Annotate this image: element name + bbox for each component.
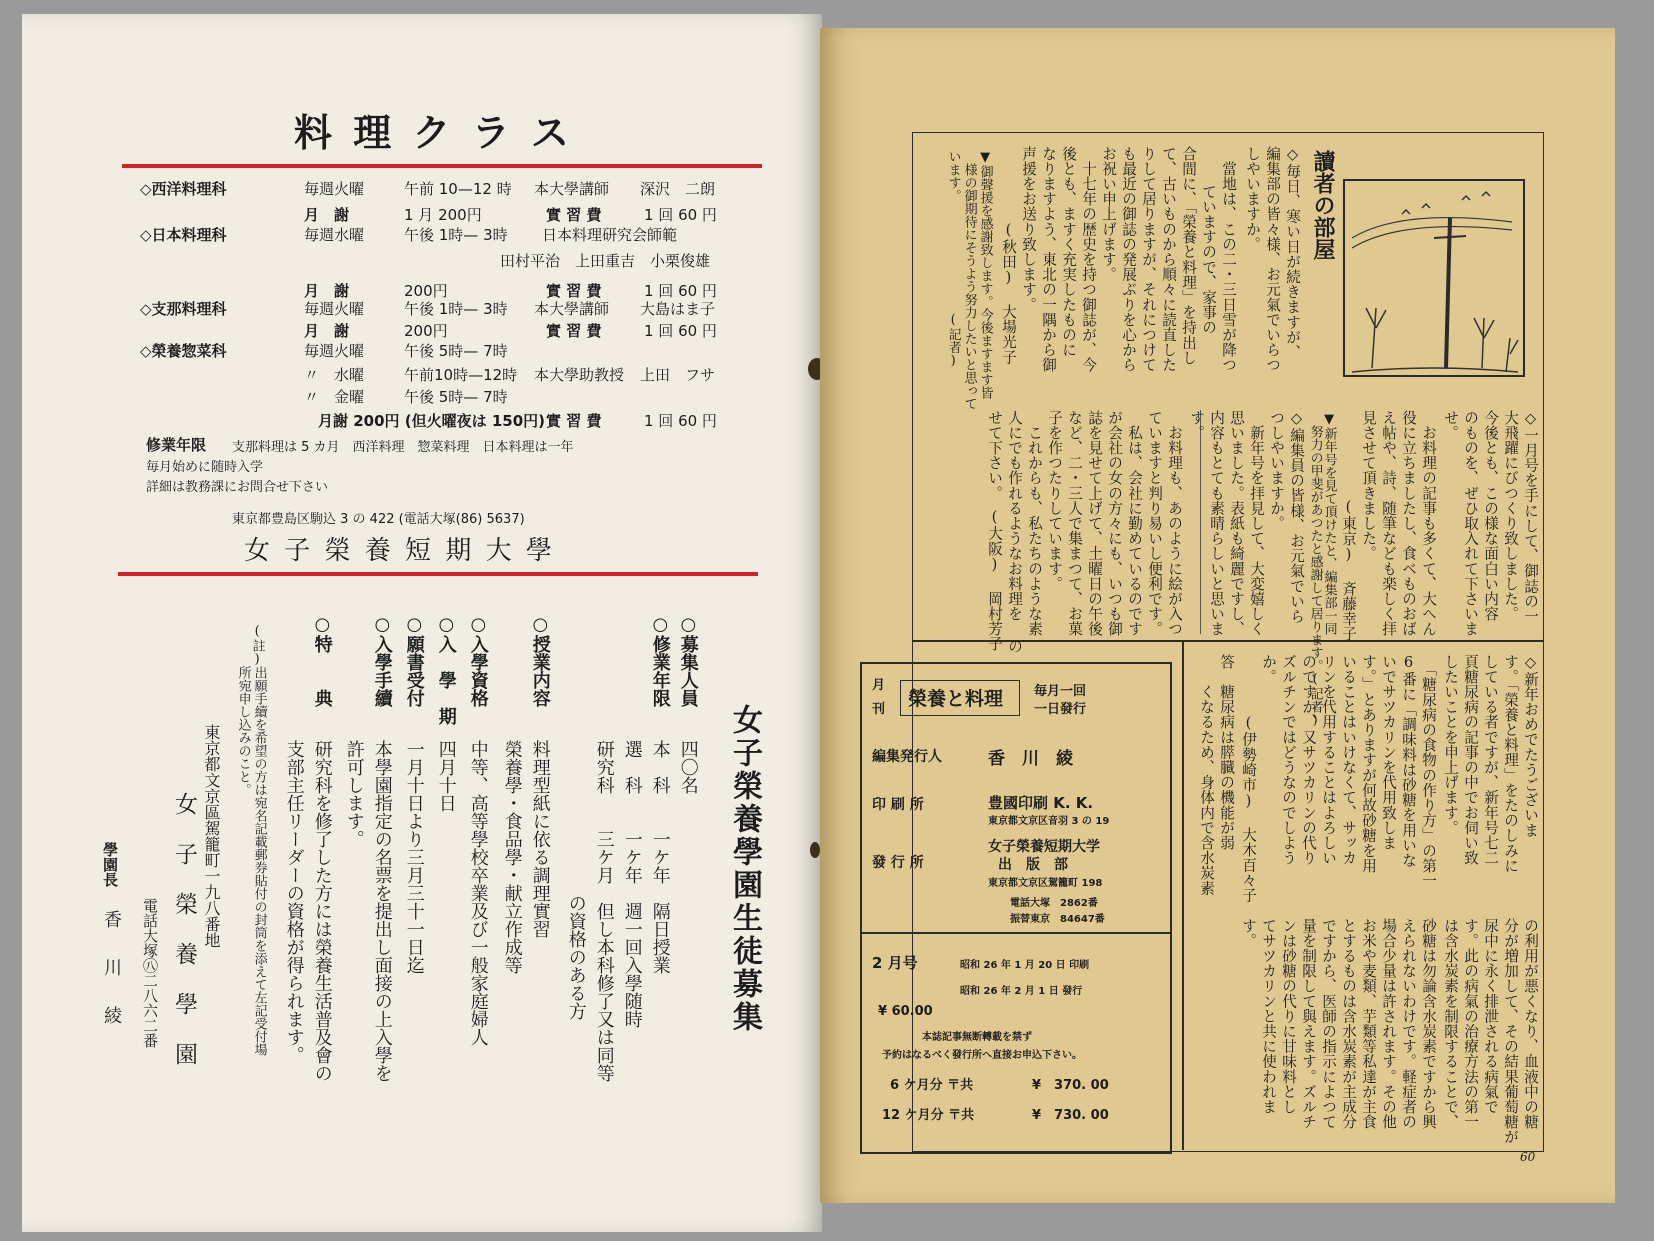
period-text: 支那料理は 5 カ月 西洋料理 惣菜料理 日本料理は一年	[232, 440, 574, 455]
colophon-monthly: 月	[872, 678, 886, 693]
teacher-role: 本大學講師	[534, 300, 610, 318]
item-value: 研究科を修了した方には榮養生活普及會の	[311, 740, 333, 1082]
qa-line: ですから、医師の指示によつて	[1320, 918, 1337, 1130]
course-name: ◇西洋料理科	[140, 180, 227, 198]
qa-line: は含水炭素を制限することで、	[1442, 918, 1459, 1130]
qa-line: ズルチンではどうなのでしよう	[1280, 654, 1297, 866]
colophon-freq: 毎月一回	[1034, 684, 1087, 699]
item-label: ○入學手續	[371, 614, 393, 707]
qa-line: 量を制限して與えます。ズルチ	[1300, 918, 1317, 1130]
printer-label: 印 刷 所	[872, 797, 924, 813]
practice-fee: 1 回 60 円	[644, 206, 717, 224]
letter-line: す。	[1188, 410, 1205, 441]
letter-line: ◇毎日、寒い日が続きますが、	[1284, 146, 1301, 360]
qa-line: 尿中に永く排泄される病氣で	[1482, 918, 1499, 1115]
item-value: 一月十日より三月三十一日迄	[403, 740, 425, 974]
mid-divider	[1200, 410, 1201, 634]
course-day: 毎週火曜	[304, 342, 365, 360]
note-enroll: 毎月始めに随時入学	[146, 460, 264, 475]
item-label: ○授業内容	[529, 614, 551, 707]
page-number: 60	[1520, 1150, 1536, 1164]
letter-line: のものを、ぜひ取入れて下さいま	[1462, 410, 1479, 637]
course-time: 午後 5時— 7時	[404, 388, 508, 406]
director-name: 香 川 綾	[101, 910, 122, 1030]
editor-reply: ▼御聲援を感謝致します。今後ますます皆	[977, 150, 993, 399]
letter-line: 子を作つたりしています。	[1046, 410, 1063, 592]
letter-line: 後とも、ますく充実したものに	[1060, 146, 1077, 358]
red-rule-bottom	[118, 572, 758, 576]
fee-label: 月 謝	[304, 206, 350, 224]
teacher: 大島はま子	[640, 300, 716, 318]
editor-reply: 努力の甲斐があつたと感謝して居ります。(記者)	[1307, 412, 1323, 728]
school2-name: 女 子 榮 養 學 園	[171, 792, 197, 1067]
school-name: 女 子 榮 養 短 期 大 學	[244, 536, 555, 566]
letter-line: 當地は、この二・三日雪が降つ	[1220, 146, 1237, 373]
teacher-role: 本大學助教授	[534, 366, 625, 384]
letter-line: ていますと判り易いし便利です。	[1146, 410, 1163, 637]
school2-address: 東京都文京區駕籠町一九八番地	[202, 724, 221, 948]
letter-line: お料理も、あのように絵が入つ	[1166, 410, 1183, 637]
item-value: 中等、高等學校卒業及び一般家庭婦人	[467, 740, 489, 1046]
qa-line: ◇新年おめでたうございま	[1522, 654, 1539, 838]
qa-line: したいことを申上げます。	[1442, 654, 1459, 836]
v-divider	[1182, 640, 1184, 1150]
letter-line: りして居りますが、それにつけて	[1140, 146, 1157, 373]
letter-line: て、古いものから順々に読直した	[1160, 146, 1177, 373]
letter-line: 誌を見せて上げて、土曜日の午後	[1086, 410, 1103, 637]
editor-reply: います。 (記者)	[945, 150, 961, 369]
recruit-title: 女子榮養學園生徒募集	[727, 704, 762, 1034]
qa-line: (伊勢崎市) 大木百々子	[1240, 654, 1257, 903]
director-label: 學園長	[101, 842, 119, 887]
publisher-label: 發 行 所	[872, 855, 924, 871]
printer-name: 豊國印刷 K. K.	[988, 794, 1094, 812]
letter-line: ◇編集員の皆様、お元氣でいら	[1288, 410, 1305, 624]
reprint-notice: 本誌記事無断轉載を禁ず	[922, 1032, 1032, 1043]
print-date: 昭和 26 年 1 月 20 日 印刷	[960, 960, 1090, 971]
order-notice: 予約はなるべく發行所へ直接お申込下さい。	[882, 1050, 1082, 1061]
letter-signature: (東京) 斉藤幸子	[1340, 438, 1357, 642]
item-value: 四〇名	[677, 740, 699, 794]
letter-line: 編集部の皆々様、お元氣でいらつ	[1264, 146, 1281, 373]
course-time: 午後 1時— 3時	[404, 226, 508, 244]
letter-line: 十七年の歴史を持つ御誌が、今	[1080, 146, 1097, 373]
qa-line: す。」とありますが何故砂糖を用	[1360, 654, 1377, 874]
qa-line: てサツカリンと共に使われま	[1260, 918, 1277, 1115]
fee-value: 200円	[404, 282, 448, 300]
qa-line: す。「榮養と料理」をたのしみに	[1502, 654, 1519, 874]
course-day: 〃 金曜	[304, 388, 365, 406]
letter-line: 私は、会社に勤めているのです	[1126, 410, 1143, 637]
winter-scene-icon	[1342, 178, 1526, 378]
letter-line: ていますので、家事の	[1200, 184, 1217, 335]
course-title: 料 理 ク ラ ス	[294, 110, 573, 155]
qa-line: 頁糖尿病の記事の中でお伺い致	[1462, 654, 1479, 866]
letter-line: など、二・三人で集まつて、お菓	[1066, 410, 1083, 637]
sub12-price: ¥ 730. 00	[1032, 1108, 1109, 1123]
qa-line: 「糖尿病の食物の作り方」の第一	[1420, 654, 1437, 889]
qa-line: の利用が悪くなり、血液中の糖	[1522, 918, 1539, 1130]
colophon-title: 榮養と料理	[908, 688, 1004, 710]
course-name: ◇支那料理科	[140, 300, 227, 318]
qa-line: す。	[1240, 918, 1257, 949]
readers-title: 讀者の部屋	[1310, 150, 1336, 260]
item-value: 許可します。	[343, 740, 365, 848]
teacher-role: 本大學講師	[534, 180, 610, 198]
item-label: ○願書受付	[403, 614, 425, 707]
item-value: 選 科 一ケ年 週一回入學随時	[621, 740, 643, 1028]
letter-line: 見させて頂きました。	[1360, 410, 1377, 561]
tree-illustration	[1342, 178, 1526, 378]
practice-fee-label: 實 習 費	[546, 206, 602, 224]
letter-line: え帖や、詩、随筆なども楽しく拝	[1380, 410, 1397, 637]
publisher-name: 女子榮養短期大学	[988, 839, 1100, 855]
letter-line: が会社の女の方々にも、いつも御	[1106, 410, 1123, 637]
teacher: 深沢 二朗	[640, 180, 716, 198]
course-name: ◇榮養惣菜科	[140, 342, 227, 360]
letter-line: つしやいますか。	[1268, 410, 1285, 531]
practice-fee-label: 實 習 費	[546, 322, 602, 340]
practice-fee: 1 回 60 円	[644, 322, 717, 340]
practice-fee: 1 回 60 円	[644, 412, 717, 430]
course-day: 〃 水曜	[304, 366, 365, 384]
qa-line: とするものは含水炭素が主成分	[1340, 918, 1357, 1130]
letter-line: ◇一月号を手にして、御誌の一	[1522, 410, 1539, 624]
note-label: (註)	[249, 624, 265, 667]
letter-line: 声援をお送り致します。	[1020, 146, 1037, 313]
item-value: 料理型紙に依る調理實習	[529, 740, 551, 938]
binding-hole	[810, 842, 820, 858]
letter-signature: (秋田) 大場光子	[1000, 146, 1017, 365]
right-page	[820, 28, 1615, 1203]
item-label: ○募集人員	[677, 614, 699, 707]
letter-signature: せて下さい。 (大阪) 岡村芳子	[986, 410, 1003, 652]
practice-fee: 1 回 60 円	[644, 282, 717, 300]
letter-line: しやいますか。	[1244, 146, 1261, 252]
note-text: 出願手續を希望の方は宛名記載郵券貼付の封筒を添えて左記受付場	[251, 666, 267, 1056]
qa-line: お米や麦類、芋類等私達が主食	[1360, 918, 1377, 1130]
publish-date: 昭和 26 年 2 月 1 日 發行	[960, 986, 1083, 997]
left-page	[22, 14, 822, 1232]
item-label: ○入 學 期	[435, 614, 457, 725]
practice-fee-label: 實 習 費	[546, 412, 602, 430]
qa-line: している者ですが、新年号七二	[1482, 654, 1499, 866]
letter-line: お祝い申上げます。	[1100, 146, 1117, 282]
publisher-dept: 出 版 部	[998, 857, 1068, 873]
colophon-freq: 一日發行	[1034, 702, 1087, 717]
qa-line: か。	[1260, 654, 1277, 685]
item-value: 榮養學・食品學・献立作成等	[501, 740, 523, 974]
fee-note: 月謝 200円 (但火曜夜は 150円)	[318, 412, 546, 430]
teacher: 上田 フサ	[640, 366, 716, 384]
sub6-price: ¥ 370. 00	[1032, 1078, 1109, 1093]
editor-reply: 様の御期待にそうよう努力したいと思って	[961, 150, 977, 410]
letter-line: 内容もとても素晴らしいと思いま	[1208, 410, 1225, 637]
qa-line: 答 糖尿病は膵臓の機能が弱	[1218, 654, 1235, 851]
editor-label: 編集発行人	[872, 749, 942, 765]
letter-line: 合間に、「榮養と料理」を持出し	[1180, 146, 1197, 366]
practice-fee-label: 實 習 費	[546, 282, 602, 300]
qa-line: いでサツカリンを代用致しま	[1380, 654, 1397, 851]
sub6-term: 6 ケ月分 〒共	[890, 1078, 974, 1093]
issue: 2 月号	[872, 954, 918, 972]
letter-line: せ。	[1442, 410, 1459, 441]
item-value: 四月十日	[435, 740, 457, 812]
editor-name: 香 川 綾	[988, 749, 1073, 769]
fee-label: 月 謝	[304, 322, 350, 340]
course-name: ◇日本料理科	[140, 226, 227, 244]
publisher-tel: 電話大塚 2862番	[1010, 898, 1098, 909]
qa-line: 砂糖は勿論含水炭素ですから興	[1420, 918, 1437, 1130]
item-value: 本 科 一ケ年 隔日授業	[649, 740, 671, 974]
course-day: 毎週火曜	[304, 180, 365, 198]
qa-line: いることはいけなくて、サッカ	[1340, 654, 1357, 866]
price: ¥ 60.00	[878, 1004, 933, 1019]
sub12-term: 12 ケ月分 〒共	[882, 1108, 975, 1123]
qa-line: のですか、又サツカリンの代り	[1300, 654, 1317, 866]
fee-value: 1 月 200円	[404, 206, 482, 224]
teacher-names: 田村平治 上田重吉 小栗俊雄	[500, 252, 711, 270]
qa-line: リンを代用することはよろしい	[1320, 654, 1337, 866]
course-day: 毎週水曜	[304, 226, 365, 244]
item-label: ○修業年限	[649, 614, 671, 707]
item-label: ○入學資格	[467, 614, 489, 707]
colophon-monthly2: 刊	[872, 702, 886, 717]
course-time: 午後 1時— 3時	[404, 300, 508, 318]
qa-line: ンは砂糖の代りに甘味料とし	[1280, 918, 1297, 1115]
school-address: 東京都豊島区駒込 3 の 422 (電話大塚(86) 5637)	[232, 512, 525, 527]
fee-label: 月 謝	[304, 282, 350, 300]
letter-line: 大飛躍にびつくり致しました。	[1502, 410, 1519, 622]
item-value: 支部主任リーダーの資格が得られます。	[283, 740, 305, 1064]
note-inquire: 詳細は教務課にお問合せ下さい	[146, 480, 329, 495]
qa-line: 6番に「調味料は砂糖を用いな	[1400, 654, 1417, 868]
course-day: 毎週火曜	[304, 300, 365, 318]
letter-line: これからも、私たちのような素	[1026, 410, 1043, 637]
letter-line: お料理の記事も多くて、大へん	[1420, 410, 1437, 637]
fee-value: 200円	[404, 322, 448, 340]
item-value: 本學園指定の名票を提出し面接の上入學を	[371, 740, 393, 1082]
letter-line: 新年号を拝見して、大変嬉しく	[1248, 410, 1265, 637]
item-value: 研究科 三ケ月 但し本科修了又は同等	[593, 740, 615, 1082]
editor-reply: ▼新年号を見て頂けたと、編集部一同	[1321, 412, 1337, 635]
letter-line: も最近の御誌の発展ぶりを心から	[1120, 146, 1137, 373]
qa-line: えられないわけです。軽症者の	[1400, 918, 1417, 1130]
letter-line: 役に立ちましたし、食べものおば	[1400, 410, 1417, 637]
course-time: 午後 5時— 7時	[404, 342, 508, 360]
qa-line: 分が増加して、その結果葡萄糖が	[1502, 918, 1519, 1145]
letter-line: なりますよう、東北の一隅から御	[1040, 146, 1057, 373]
qa-line: 場合少量は許されます。その他	[1380, 918, 1397, 1130]
item-value: の資格のある方	[565, 894, 587, 1020]
colophon-divider	[860, 932, 1170, 934]
school2-phone: 電話大塚㊇二八六二番	[141, 898, 159, 1048]
item-label: ○特 典	[311, 614, 333, 707]
qa-line: くなるため、身体内で含水炭素	[1198, 654, 1215, 896]
teacher-role: 日本料理研究会師範	[542, 226, 678, 244]
printer-address: 東京都文京区音羽 3 の 19	[988, 816, 1110, 827]
qa-line: す。此の病氣の治療方法の第一	[1462, 918, 1479, 1130]
letter-line: 今後とも、この様な面白い内容	[1482, 410, 1499, 622]
letter-line: 思いました。表紙も綺麗ですし、	[1228, 410, 1245, 637]
red-rule-top	[122, 164, 762, 168]
course-time: 午前 10—12 時	[404, 180, 512, 198]
note-text: 所宛申し込みのこと。	[235, 666, 251, 796]
letter-line: 人にでも作れるようなお料理を の	[1006, 410, 1023, 654]
period-label: 修業年限	[146, 436, 207, 454]
publisher-address: 東京都文京区駕籠町 198	[988, 878, 1103, 889]
course-time: 午前10時—12時	[404, 366, 518, 384]
publisher-transfer: 振替東京 84647番	[1010, 914, 1105, 925]
